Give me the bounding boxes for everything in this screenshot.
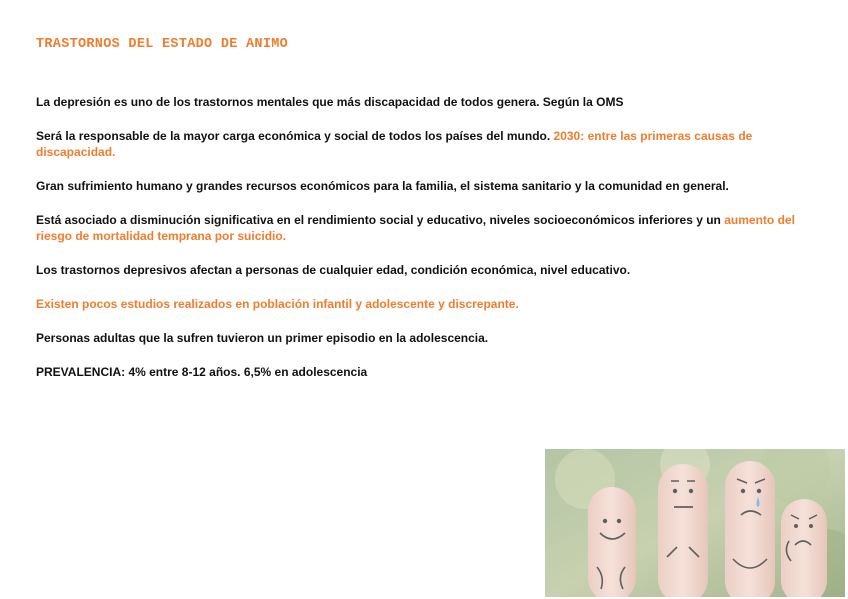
paragraph-text: La depresión es uno de los trastornos mentales que más discapacidad de todos genera. Según la OMS [36,95,624,109]
paragraph-text: Será la responsable de la mayor carga económica y social de todos los países del mundo. [36,129,551,143]
paragraph-7 [36,330,826,346]
paragraph-3 [36,178,826,194]
paragraph-5 [36,262,826,278]
paragraph-text: PREVALENCIA: 4% entre 8-12 años. 6,5% en adolescencia [36,365,368,379]
paragraph-text: Está asociado a disminución significativa en el rendimiento social y educativo, niveles socioeconómicos inferiores y un [36,213,721,227]
paragraph-text: Personas adultas que la sufren tuvieron un primer episodio en la adolescencia. [36,331,489,345]
paragraph-8 [36,364,826,380]
paragraph-4 [36,212,826,244]
paragraph-highlight: Existen pocos estudios realizados en población infantil y adolescente y discrepante. [36,297,519,311]
paragraph-text: Gran sufrimiento humano y grandes recursos económicos para la familia, el sistema sanitario y la comunidad en general. [36,179,729,193]
paragraph-2 [36,128,826,160]
bullet-list [36,94,826,398]
paragraph-highlight: 2030: entre las primeras causas de discapacidad. [36,129,753,159]
paragraph-6 [36,296,826,312]
finger-faces-illustration [545,449,845,597]
page-title: TRASTORNOS DEL ESTADO DE ANIMO [36,37,289,52]
paragraph-highlight: aumento del riesgo de mortalidad temprana por suicidio. [36,213,795,243]
paragraph-text: Los trastornos depresivos afectan a personas de cualquier edad, condición económica, nivel educativo. [36,263,631,277]
finger-faces-photo [545,449,845,597]
paragraph-1 [36,94,826,110]
